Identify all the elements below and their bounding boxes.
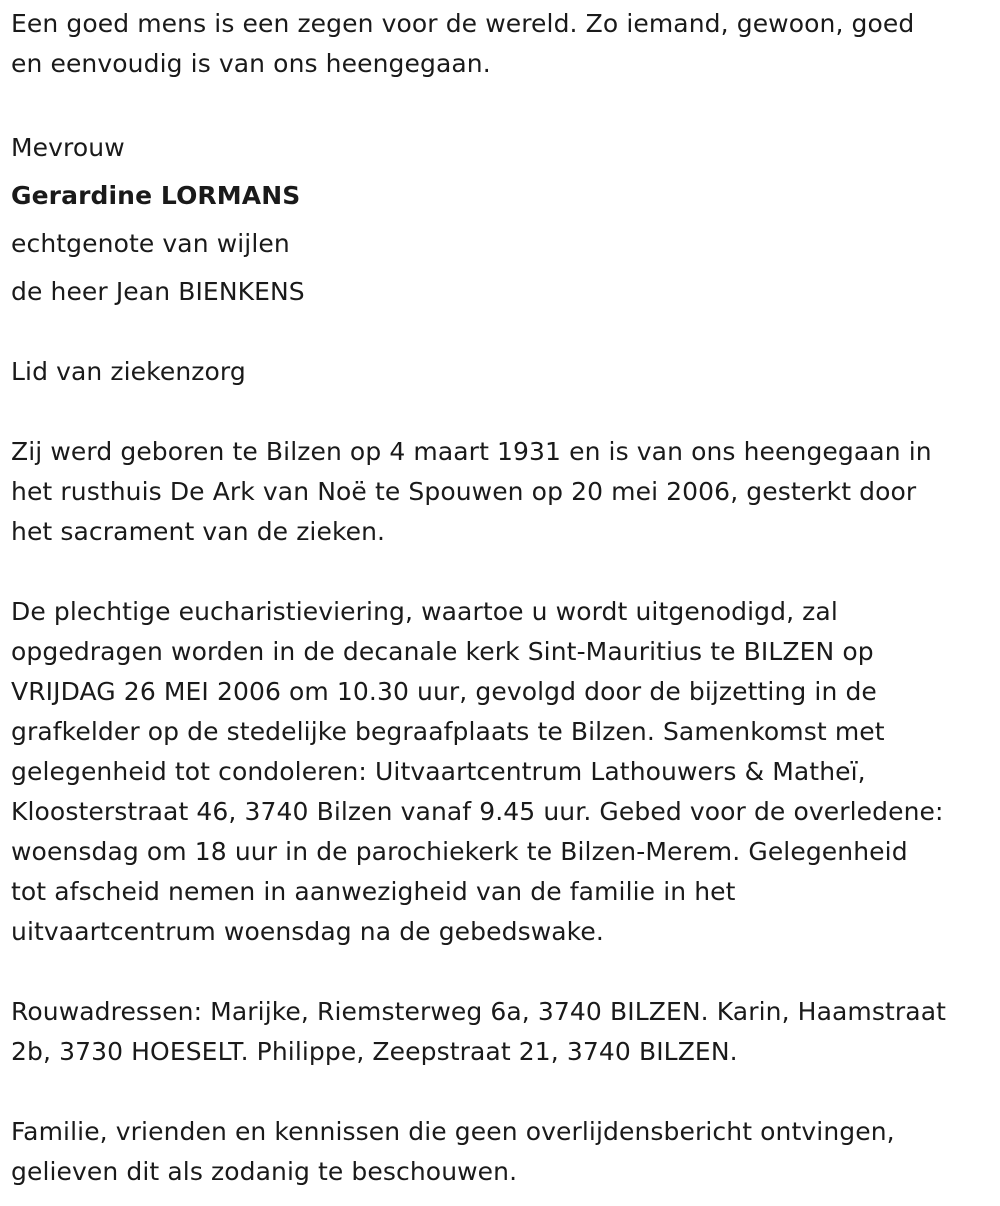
paragraph-line: grafkelder op de stedelijke begraafplaats te Bilzen. Samenkomst met	[11, 717, 885, 746]
intro-line: en eenvoudig is van ons heengegaan.	[11, 49, 491, 78]
intro-paragraph	[11, 4, 996, 84]
deceased-block	[11, 124, 996, 316]
paragraph-line: De plechtige eucharistieviering, waartoe u wordt uitgenodigd, zal	[11, 597, 838, 626]
birth-death-paragraph	[11, 432, 996, 552]
paragraph-line: Familie, vrienden en kennissen die geen overlijdensbericht ontvingen,	[11, 1117, 895, 1146]
paragraph-line: woensdag om 18 uur in de parochiekerk te Bilzen-Merem. Gelegenheid	[11, 837, 908, 866]
spouse-line: de heer Jean BIENKENS	[11, 277, 305, 306]
paragraph-line: Rouwadressen: Marijke, Riemsterweg 6a, 3740 BILZEN. Karin, Haamstraat	[11, 997, 947, 1026]
intro-line: Een goed mens is een zegen voor de wereld. Zo iemand, gewoon, goed	[11, 9, 915, 38]
paragraph-line: opgedragen worden in de decanale kerk Sint-Mauritius te BILZEN op	[11, 637, 874, 666]
deceased-name: Gerardine LORMANS	[11, 181, 301, 210]
paragraph-line: gelegenheid tot condoleren: Uitvaartcentrum Lathouwers & Matheï,	[11, 757, 866, 786]
paragraph-line: het sacrament van de zieken.	[11, 517, 386, 546]
membership-line: Lid van ziekenzorg	[11, 357, 246, 386]
paragraph-line: Kloosterstraat 46, 3740 Bilzen vanaf 9.45 uur. Gebed voor de overledene:	[11, 797, 944, 826]
paragraph-line: het rusthuis De Ark van Noë te Spouwen op 20 mei 2006, gesterkt door	[11, 477, 917, 506]
paragraph-line: Zij werd geboren te Bilzen op 4 maart 1931 en is van ons heengegaan in	[11, 437, 932, 466]
closing-paragraph	[11, 1112, 996, 1192]
salutation: Mevrouw	[11, 133, 125, 162]
obituary-document	[11, 4, 996, 1192]
paragraph-line: tot afscheid nemen in aanwezigheid van de familie in het	[11, 877, 736, 906]
ceremony-paragraph	[11, 592, 996, 952]
paragraph-line: VRIJDAG 26 MEI 2006 om 10.30 uur, gevolgd door de bijzetting in de	[11, 677, 877, 706]
spouse-line: echtgenote van wijlen	[11, 229, 290, 258]
paragraph-line: 2b, 3730 HOESELT. Philippe, Zeepstraat 21, 3740 BILZEN.	[11, 1037, 738, 1066]
paragraph-line: gelieven dit als zodanig te beschouwen.	[11, 1157, 518, 1186]
paragraph-line: uitvaartcentrum woensdag na de gebedswake.	[11, 917, 604, 946]
addresses-paragraph	[11, 992, 996, 1072]
